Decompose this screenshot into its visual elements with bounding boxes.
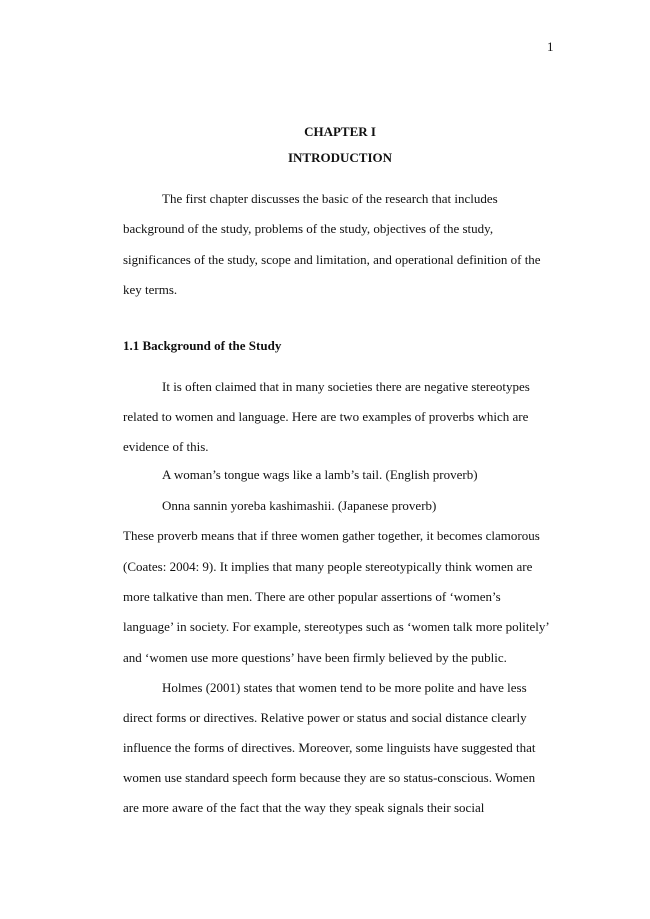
text-line: more talkative than men. There are other popular assertions of ‘women’s bbox=[123, 589, 501, 604]
page-number: 1 bbox=[547, 39, 554, 54]
text-line: related to women and language. Here are two examples of proverbs which are bbox=[123, 409, 529, 424]
text-line: are more aware of the fact that the way they speak signals their social bbox=[123, 800, 485, 815]
text-line: It is often claimed that in many societies there are negative stereotypes bbox=[162, 379, 530, 394]
text-line: women use standard speech form because they are so status-conscious. Women bbox=[123, 770, 536, 785]
text-line: The first chapter discusses the basic of the research that includes bbox=[162, 191, 498, 206]
chapter-label: CHAPTER I bbox=[304, 124, 376, 139]
text-line: Holmes (2001) states that women tend to be more polite and have less bbox=[162, 680, 527, 695]
text-line: evidence of this. bbox=[123, 439, 209, 454]
proverb-english: A woman’s tongue wags like a lamb’s tail. (English proverb) bbox=[162, 467, 478, 482]
text-line: key terms. bbox=[123, 282, 178, 297]
section-heading: 1.1 Background of the Study bbox=[123, 338, 282, 353]
chapter-title: INTRODUCTION bbox=[287, 150, 392, 165]
text-line: language’ in society. For example, stereotypes such as ‘women talk more politely’ bbox=[123, 619, 550, 634]
text-line: These proverb means that if three women gather together, it becomes clamorous bbox=[123, 528, 540, 543]
text-line: significances of the study, scope and limitation, and operational definition of the bbox=[123, 252, 541, 267]
text-line: influence the forms of directives. Moreover, some linguists have suggested that bbox=[123, 740, 536, 755]
text-line: background of the study, problems of the study, objectives of the study, bbox=[123, 221, 494, 236]
proverb-japanese: Onna sannin yoreba kashimashii. (Japanese proverb) bbox=[162, 498, 437, 513]
text-line: and ‘women use more questions’ have been firmly believed by the public. bbox=[123, 650, 507, 665]
text-line: direct forms or directives. Relative power or status and social distance clearly bbox=[123, 710, 527, 725]
text-line: (Coates: 2004: 9). It implies that many people stereotypically think women are bbox=[123, 559, 533, 574]
